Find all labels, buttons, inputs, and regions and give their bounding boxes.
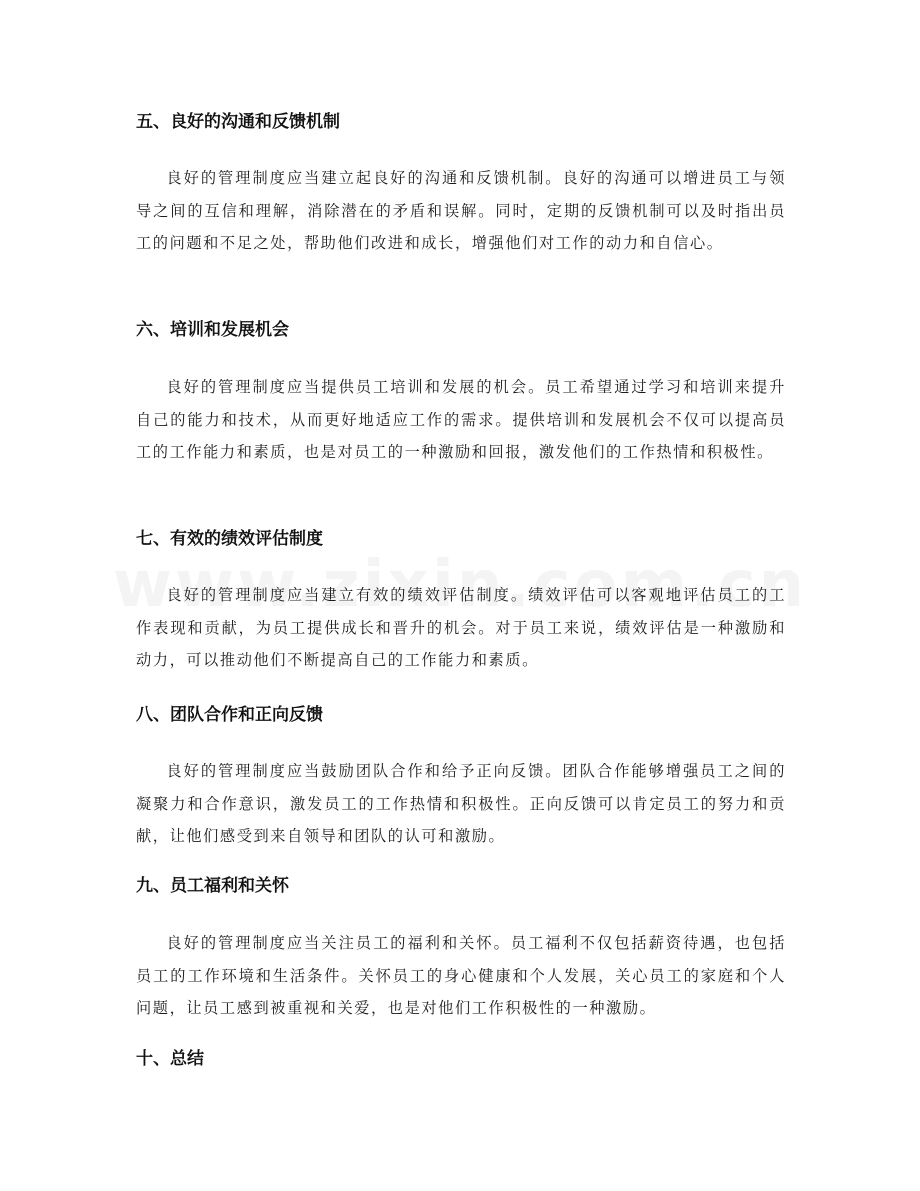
section-heading: 九、员工福利和关怀 xyxy=(136,876,289,896)
section-heading: 七、有效的绩效评估制度 xyxy=(136,529,323,549)
section-paragraph: 良好的管理制度应当建立起良好的沟通和反馈机制。良好的沟通可以增进员工与领导之间的互信和理解，消除潜在的矛盾和误解。同时，定期的反馈机制可以及时指出员工的问题和不足之处，帮助他们改进和成长，增强他们对工作的动力和自信心。 xyxy=(136,169,786,253)
section-paragraph: 良好的管理制度应当建立有效的绩效评估制度。绩效评估可以客观地评估员工的工作表现和贡献，为员工提供成长和晋升的机会。对于员工来说，绩效评估是一种激励和动力，可以推动他们不断提高自己的工作能力和素质。 xyxy=(136,586,786,670)
section-heading: 六、培训和发展机会 xyxy=(136,320,289,340)
section-paragraph: 良好的管理制度应当鼓励团队合作和给予正向反馈。团队合作能够增强员工之间的凝聚力和合作意识，激发员工的工作热情和积极性。正向反馈可以肯定员工的努力和贡献，让他们感受到来自领导和团队的认可和激励。 xyxy=(136,762,786,846)
section-employee-welfare xyxy=(136,874,786,1025)
section-training-development xyxy=(136,318,786,469)
section-paragraph: 良好的管理制度应当提供员工培训和发展的机会。员工希望通过学习和培训来提升自己的能力和技术，从而更好地适应工作的需求。提供培训和发展机会不仅可以提高员工的工作能力和素质，也是对员工的一种激励和回报，激发他们的工作热情和积极性。 xyxy=(136,378,786,462)
section-performance-evaluation xyxy=(136,527,786,677)
section-communication-feedback xyxy=(136,110,786,260)
section-heading: 十、总结 xyxy=(136,1049,204,1069)
section-paragraph: 良好的管理制度应当关注员工的福利和关怀。员工福利不仅包括薪资待遇，也包括员工的工作环境和生活条件。关怀员工的身心健康和个人发展，关心员工的家庭和个人问题，让员工感到被重视和关爱，也是对他们工作积极性的一种激励。 xyxy=(136,934,786,1018)
section-teamwork-feedback xyxy=(136,703,786,853)
section-heading: 八、团队合作和正向反馈 xyxy=(136,705,323,725)
section-summary xyxy=(136,1047,786,1071)
section-heading: 五、良好的沟通和反馈机制 xyxy=(136,112,340,132)
